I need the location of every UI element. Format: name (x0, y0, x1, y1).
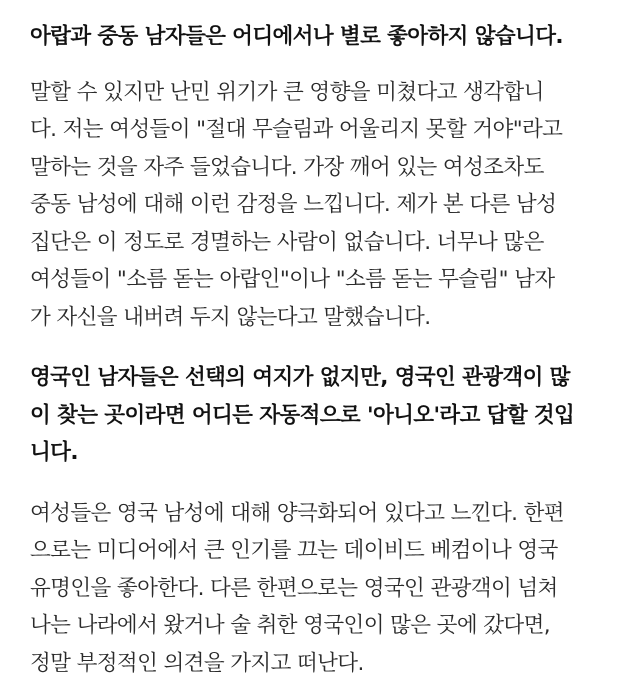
text-line: 이 찾는 곳이라면 어디든 자동적으로 '아니오'라고 답할 것입 (30, 402, 575, 428)
spacer (30, 472, 616, 495)
text-line: 으로는 미디어에서 큰 인기를 끄는 데이비드 베컴이나 영국 (30, 538, 558, 563)
spacer (30, 336, 616, 359)
paragraph-british-polarized (30, 495, 616, 683)
text-line: 나는 나라에서 왔거나 술 취한 영국인이 많은 곳에 갔다면, (30, 613, 550, 638)
text-line: 니다. (30, 440, 78, 465)
spacer (30, 56, 616, 74)
text-line: 아랍과 중동 남자들은 어디에서나 별로 좋아하지 않습니다. (30, 24, 563, 49)
text-line: 여성들이 "소름 돋는 아랍인"이나 "소름 돋는 무슬림" 남자 (30, 267, 555, 292)
text-line: 말할 수 있지만 난민 위기가 큰 영향을 미쳤다고 생각합니 (30, 79, 544, 105)
heading-arab-middle-east (30, 18, 616, 56)
heading-british-men (30, 359, 616, 472)
text-line: 다. 저는 여성들이 "절대 무슬림과 어울리지 못할 거야"라고 (30, 117, 563, 142)
text-line: 중동 남성에 대해 이런 감정을 느낍니다. 제가 본 다른 남성 (30, 192, 557, 217)
paragraph-refugee-crisis (30, 74, 616, 337)
text-line: 가 자신을 내버려 두지 않는다고 말했습니다. (30, 304, 431, 330)
text-line: 유명인을 좋아한다. 다른 한편으로는 영국인 관광객이 넘쳐 (30, 575, 558, 601)
text-line: 말하는 것을 자주 들었습니다. 가장 깨어 있는 여성조차도 (30, 154, 544, 180)
text-line: 영국인 남자들은 선택의 여지가 없지만, 영국인 관광객이 많 (30, 365, 570, 390)
text-line: 여성들은 영국 남성에 대해 양극화되어 있다고 느낀다. 한편 (30, 500, 564, 526)
text-line: 집단은 이 정도로 경멸하는 사람이 없습니다. 너무나 많은 (30, 229, 544, 255)
text-line: 정말 부정적인 의견을 가지고 떠난다. (30, 650, 364, 676)
